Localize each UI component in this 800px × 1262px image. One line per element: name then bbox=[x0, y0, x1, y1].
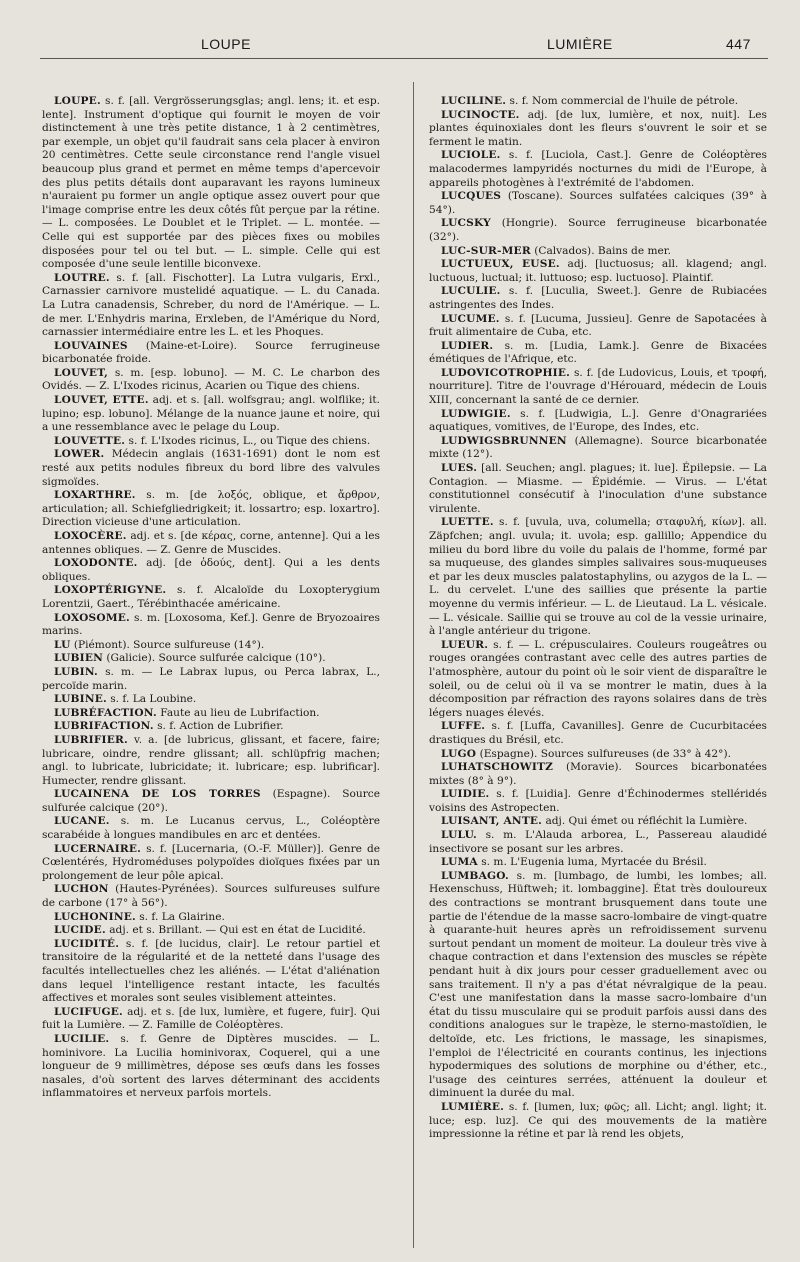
dictionary-entry bbox=[429, 829, 767, 856]
entry-definition: (Allemagne). Source bicarbonatée mixte (12°). bbox=[429, 434, 767, 461]
entry-definition: (Moravie). Sources bicarbonatées mixtes (8° à 9°). bbox=[429, 761, 767, 787]
entry-definition: s. f. [lumen, lux; φῶς; all. Licht; angl. light; it. luce; esp. luz]. Ce qui des mouvements de la matière impressionne la rétine et par là rend les objets, bbox=[429, 1100, 767, 1141]
entry-definition: s. f. [Lucuma, Jussieu]. Genre de Sapotacées à fruit alimentaire de Cuba, etc. bbox=[429, 312, 767, 339]
entry-definition: adj. et s. [de κέρας, corne, antenne]. Qui a les antennes obliques. — Z. Genre de Muscides. bbox=[42, 530, 380, 556]
entry-definition: s. f. [de lucidus, clair]. Le retour partiel et transitoire de la régularité et de la netteté dans l'usage des facultés intellectuelles chez les aliénés. — L'état d'aliénation dans lequel l'intelligence restant intacte, les facultés affectives et morales sont seules visiblement atteintes. bbox=[42, 937, 380, 1005]
dictionary-entry bbox=[42, 1006, 380, 1033]
dictionary-entry bbox=[42, 557, 380, 584]
dictionary-entry bbox=[42, 788, 380, 815]
entry-headword: LUCINOCTE. bbox=[441, 108, 520, 121]
entry-headword: LOXOSOME. bbox=[54, 611, 130, 624]
dictionary-entry bbox=[429, 720, 767, 747]
entry-headword: LUISANT, ANTE. bbox=[441, 815, 543, 828]
dictionary-entry bbox=[42, 693, 380, 707]
entry-headword: LUMBAGO. bbox=[441, 869, 509, 882]
entry-definition: s. f. [Lucernaria, (O.-F. Müller)]. Genre de Cœlentérés, Hydroméduses polypoïdes dioïques fixées par un prolongement de leur pôle apical. bbox=[42, 842, 381, 882]
dictionary-entry bbox=[429, 761, 767, 788]
entry-headword: LUCIDE. bbox=[54, 924, 106, 937]
dictionary-entry bbox=[429, 435, 767, 462]
entry-definition: adj. et s. [all. wolfsgrau; angl. wolflike; it. lupino; esp. lobuno]. Mélange de la nuance jaune et noire, qui a une ressemblance avec le pelage du Loup. bbox=[42, 394, 380, 434]
entry-definition: (Piémont). Source sulfureuse (14°). bbox=[73, 638, 265, 651]
entry-definition: adj. Qui émet ou réfléchit la Lumière. bbox=[545, 815, 748, 828]
dictionary-entry bbox=[42, 666, 380, 693]
entry-definition: adj. [de ὀδούς, dent]. Qui a les dents obliques. bbox=[42, 557, 380, 583]
entry-definition: s. m. [de λοξός, oblique, et ἄρθρον, articulation; all. Schiefgliedrigkeit; it. lossartro; esp. loxartro]. Direction vicieuse d'une articulation. bbox=[42, 489, 380, 529]
entry-definition: s. f. [Luffa, Cavanilles]. Genre de Cucurbitacées drastiques du Brésil, etc. bbox=[429, 720, 767, 746]
entry-definition: (Calvados). Bains de mer. bbox=[534, 244, 672, 257]
dictionary-entry bbox=[429, 245, 767, 259]
dictionary-entry bbox=[42, 448, 380, 489]
entry-definition: s. f. [Luidia]. Genre d'Échinodermes stelléridés voisins des Astropecten. bbox=[429, 788, 767, 814]
entry-headword: LUEUR. bbox=[441, 638, 489, 651]
entry-definition: s. f. [uvula, uva, columella; σταφυλή, κίων]. all. Zäpfchen; angl. uvula; it. uvola; esp. gallillo; Appendice du milieu du bord libre du voile du palais de l'homme, formé par sa muqueuse, des glandes simples salivaires sous-muqueuses et par les deux muscles palatostaphylins, ou azygos de la L. — L. du cervelet. L'une des saillies que présente la partie moyenne du vermis inférieur. — L. de Lieutaud. La L. vésicale. — L. vésicale. Saillie qui se trouve au col de la vessie urinaire, à l'angle antérieur du trigone. bbox=[429, 516, 767, 638]
entry-definition: s. f. [all. Vergrösserungsglas; angl. lens; it. et esp. lente]. Instrument d'optique qui fournit le moyen de voir distinctement à une très petite distance, 1 à 2 centimètres, par exemple, un objet qu'il faudrait sans cela placer à environ 20 centimètres. Cette seule circonstance rend l'angle visuel beaucoup plus grand et permet en même temps d'apercevoir des plus petits détails dont auparavant les rayons lumineux n'auraient pu former un angle optique assez ouvert pour que l'image comprise entre les deux côtés fût perçue par la rétine. — L. composées. Le Doublet et le Triplet. — L. montée. — Celle qui est supportée par des pièces fixes ou mobiles disposées pour tel ou tel but. — L. simple. Celle qui est composée d'une seule lentille biconvexe. bbox=[42, 95, 380, 271]
dictionary-entry bbox=[42, 530, 380, 557]
dictionary-entry bbox=[42, 340, 380, 367]
page-number: 447 bbox=[726, 36, 751, 52]
dictionary-entry bbox=[429, 408, 767, 435]
dictionary-entry bbox=[429, 190, 767, 217]
entry-definition: (Maine-et-Loire). Source ferrugineuse bicarbonatée froide. bbox=[42, 339, 380, 366]
entry-headword: LUBRIFACTION. bbox=[54, 720, 154, 733]
dictionary-entry bbox=[42, 734, 380, 788]
entry-headword: LUCANE. bbox=[54, 815, 110, 828]
dictionary-entry bbox=[42, 639, 380, 653]
entry-definition: s. f. [Luciola, Cast.]. Genre de Coléoptères malacodermes lampyridés nocturnes du midi de l'Europe, à appareils photogènes à l'extrémité de l'abdomen. bbox=[429, 149, 767, 189]
entry-definition: adj. [de lux, lumière, et nox, nuit]. Les plantes équinoxiales dont les fleurs s'ouvrent le soir et se ferment le matin. bbox=[429, 108, 767, 148]
entry-headword: LUCILIE. bbox=[54, 1032, 110, 1045]
entry-headword: LUGO bbox=[441, 747, 477, 760]
entry-definition: s. f. — L. crépusculaires. Couleurs rougeâtres ou rouges orangées contrastant avec celle des autres parties de l'atmosphère, autour du point où le soir vient de disparaître le soleil, ou de celui où il va se montrer le matin, dues à la décomposition par réfraction des rayons solaires dans de très légers nuages élevés. bbox=[429, 638, 767, 719]
entry-headword: LOXOPTÉRIGYNE. bbox=[54, 584, 167, 597]
entry-definition: s. m. — Le Labrax lupus, ou Perca labrax, L., percoïde marin. bbox=[42, 665, 380, 692]
entry-headword: LUCIOLE. bbox=[441, 149, 501, 162]
entry-headword: LUDIER. bbox=[441, 339, 494, 352]
dictionary-entry bbox=[42, 1033, 380, 1101]
entry-headword: LUCILINE. bbox=[441, 95, 507, 107]
dictionary-entry bbox=[429, 1101, 767, 1142]
dictionary-entry bbox=[42, 584, 380, 611]
entry-headword: LUBIEN bbox=[54, 652, 103, 665]
entry-headword: LUCERNAIRE. bbox=[54, 842, 142, 855]
entry-definition: (Hongrie). Source ferrugineuse bicarbonatée (32°). bbox=[429, 217, 767, 243]
dictionary-entry bbox=[429, 149, 767, 190]
entry-definition: s. f. [Ludwigia, L.]. Genre d'Onagrariées aquatiques, vomitives, de l'Europe, des Indes, etc. bbox=[429, 407, 767, 434]
dictionary-entry bbox=[42, 394, 380, 435]
entry-definition: s. m. [Ludia, Lamk.]. Genre de Bixacées émétiques de l'Afrique, etc. bbox=[429, 339, 767, 366]
entry-headword: LOXODONTE. bbox=[54, 557, 138, 570]
entry-headword: LOUVETTE. bbox=[54, 434, 126, 447]
dictionary-entry bbox=[429, 109, 767, 150]
entry-headword: LUCUME. bbox=[441, 312, 500, 325]
entry-headword: LUDWIGIE. bbox=[441, 407, 511, 420]
entry-definition: s. f. Alcaloïde du Loxopterygium Lorentzii, Gaert., Térébinthacée américaine. bbox=[42, 584, 380, 610]
dictionary-entry bbox=[429, 870, 767, 1101]
entry-definition: adj. et s. Brillant. — Qui est en état de Lucidité. bbox=[109, 924, 366, 937]
dictionary-entry bbox=[429, 285, 767, 312]
dictionary-entry bbox=[429, 95, 767, 109]
entry-definition: s. m. Le Lucanus cervus, L., Coléoptère scarabéide à longues mandibules en arc et dentées. bbox=[42, 815, 380, 842]
entry-definition: s. m. L'Alauda arborea, L., Passereau alaudidé insectivore se posant sur les arbres. bbox=[429, 829, 767, 855]
entry-headword: LUIDIE. bbox=[441, 788, 490, 801]
column-divider bbox=[413, 82, 414, 1248]
entry-headword: LOWER. bbox=[54, 448, 105, 461]
dictionary-entry bbox=[42, 489, 380, 530]
right-column bbox=[429, 95, 767, 1142]
entry-headword: LUBINE. bbox=[54, 693, 107, 706]
dictionary-entry bbox=[42, 883, 380, 910]
dictionary-entry bbox=[429, 217, 767, 244]
dictionary-entry bbox=[429, 258, 767, 285]
dictionary-entry bbox=[42, 272, 380, 340]
entry-headword: LUCHON bbox=[54, 883, 109, 896]
dictionary-entry bbox=[42, 435, 380, 449]
entry-definition: s. m. [Loxosoma, Kef.]. Genre de Bryozoaires marins. bbox=[42, 611, 380, 638]
header-rule bbox=[40, 58, 768, 59]
entry-headword: LOUTRE. bbox=[54, 271, 110, 284]
entry-definition: s. f. Genre de Diptères muscides. — L. hominivore. La Lucilia hominivorax, Coquerel, qui a une longueur de 9 millimètres, dépose ses œufs dans les fosses nasales, d'où sortent des larves déterminant des accidents inflammatoires et nerveux parfois mortels. bbox=[42, 1032, 380, 1100]
entry-headword: LUCQUES bbox=[441, 190, 502, 203]
entry-definition: s. m. [esp. lobuno]. — M. C. Le charbon des Ovidés. — Z. L'Ixodes ricinus, Acarien ou Tique des chiens. bbox=[42, 366, 380, 393]
running-head-left: LOUPE bbox=[201, 36, 251, 52]
entry-definition: (Toscane). Sources sulfatées calciques (39° à 54°). bbox=[429, 190, 767, 216]
entry-headword: LUES. bbox=[441, 462, 478, 475]
entry-definition: s. f. [Luculia, Sweet.]. Genre de Rubiacées astringentes des Indes. bbox=[429, 285, 767, 311]
dictionary-entry bbox=[429, 340, 767, 367]
dictionary-entry bbox=[429, 788, 767, 815]
entry-definition: s. f. L'Ixodes ricinus, L., ou Tique des chiens. bbox=[128, 434, 371, 447]
entry-headword: LUC-SUR-MER bbox=[441, 244, 531, 257]
dictionary-entry bbox=[42, 95, 380, 272]
dictionary-entry bbox=[42, 911, 380, 925]
entry-definition: s. f. Action de Lubrifier. bbox=[157, 720, 284, 733]
entry-headword: LOUVET, ETTE. bbox=[54, 394, 149, 407]
entry-headword: LUDWIGSBRUNNEN bbox=[441, 434, 567, 447]
dictionary-entry bbox=[42, 367, 380, 394]
dictionary-entry bbox=[429, 639, 767, 721]
entry-definition: v. a. [de lubricus, glissant, et facere, faire; lubricare, oindre, rendre glissant; all. schlüpfrig machen; angl. to lubricate, lubricidate; it. lubricare; esp. lubrificar]. Humecter, rendre glissant. bbox=[42, 733, 380, 787]
dictionary-entry bbox=[42, 652, 380, 666]
dictionary-entry bbox=[42, 938, 380, 1006]
dictionary-entry bbox=[42, 612, 380, 639]
dictionary-entry bbox=[429, 462, 767, 516]
entry-headword: LUCULIE. bbox=[441, 285, 501, 298]
dictionary-entry bbox=[429, 516, 767, 638]
entry-definition: s. f. La Loubine. bbox=[110, 693, 197, 706]
entry-definition: (Galicie). Source sulfurée calcique (10°). bbox=[106, 652, 326, 665]
dictionary-entry bbox=[429, 367, 767, 408]
dictionary-entry bbox=[42, 815, 380, 842]
entry-definition: (Hautes-Pyrénées). Sources sulfureuses sulfure de carbone (17° à 56°). bbox=[42, 883, 380, 910]
entry-definition: Médecin anglais (1631-1691) dont le nom est resté aux petits nodules fibreux du bord libre des valvules sigmoïdes. bbox=[42, 448, 380, 488]
entry-headword: LUCTUEUX, EUSE. bbox=[441, 258, 560, 271]
entry-definition: (Espagne). Sources sulfureuses (de 33° à 42°). bbox=[479, 747, 731, 760]
entry-definition: s. f. [de Ludovicus, Louis, et τροφή, nourriture]. Titre de l'ouvrage d'Hérouard, médecin de Louis XIII, concernant la santé de ce dernier. bbox=[429, 366, 767, 407]
entry-headword: LUBRIFIER. bbox=[54, 733, 128, 746]
entry-headword: LUMA bbox=[441, 856, 478, 869]
entry-definition: s. m. L'Eugenia luma, Myrtacée du Brésil. bbox=[481, 856, 707, 869]
entry-definition: Faute au lieu de Lubrifaction. bbox=[160, 706, 320, 719]
entry-headword: LUETTE. bbox=[441, 516, 494, 529]
dictionary-entry bbox=[42, 720, 380, 734]
entry-definition: adj. et s. [de lux, lumière, et fugere, fuir]. Qui fuit la Lumière. — Z. Famille de Coléoptères. bbox=[42, 1005, 380, 1032]
entry-headword: LU bbox=[54, 638, 71, 651]
entry-headword: LUCHONINE. bbox=[54, 910, 136, 923]
entry-headword: LUBRÉFACTION. bbox=[54, 706, 157, 719]
dictionary-entry bbox=[42, 924, 380, 938]
entry-definition: s. f. [all. Fischotter]. La Lutra vulgaris, Erxl., Carnassier carnivore mustelidé aquatique. — L. du Canada. La Lutra canadensis, Schreber, du nord de l'Amérique. — L. de mer. L'Enhydris marina, Erxleben, de l'Amérique du Nord, carnassier intermédiaire entre les L. et les Phoques. bbox=[42, 271, 380, 339]
entry-headword: LUHATSCHOWITZ bbox=[441, 761, 554, 774]
entry-definition: (Espagne). Source sulfurée calcique (20°). bbox=[42, 788, 380, 814]
entry-headword: LUCIDITÉ. bbox=[54, 937, 120, 950]
entry-headword: LUMIÈRE. bbox=[441, 1100, 505, 1113]
left-column bbox=[42, 95, 380, 1101]
entry-headword: LUDOVICOTROPHIE. bbox=[441, 366, 570, 379]
entry-headword: LUBIN. bbox=[54, 665, 98, 678]
dictionary-entry bbox=[42, 707, 380, 721]
entry-headword: LOXOCÈRE. bbox=[54, 530, 127, 542]
entry-headword: LUCSKY bbox=[441, 217, 491, 230]
dictionary-entry bbox=[429, 313, 767, 340]
entry-headword: LUCIFUGE. bbox=[54, 1005, 123, 1018]
entry-definition: s. m. [lumbago, de lumbi, les lombes; all. Hexenschuss, Hüftweh; it. lombaggine]. État très douloureux des contractions se montrant brusquement dans toute une partie de l'étendue de la masse sacro-lombaire de vingt-quatre à quarante-huit heures après un refroidissement survenu surtout pendant un moment de moiteur. La douleur très vive à chaque contraction et dans l'extension des muscles se répète pendant huit à dix jours pour cesser graduellement avec ou sans traitement. Il n'y a pas d'état névralgique de la peau. C'est une manifestation dans la masse sacro-lombaire d'un état du tissu musculaire qui se produit parfois aussi dans des conditions analogues sur le trapèze, le sterno-mastoïdien, le deltoïde, etc. Les frictions, le massage, les sinapismes, l'emploi de l'électricité en courants continus, les injections hypodermiques des solutions de morphine ou d'éther, etc., l'usage des ceintures serrées, atténuent la douleur et diminuent la durée du mal. bbox=[429, 869, 767, 1100]
entry-definition: s. f. Nom commercial de l'huile de pétrole. bbox=[509, 95, 739, 107]
entry-definition: s. f. La Glairine. bbox=[139, 910, 225, 923]
entry-headword: LULU. bbox=[441, 829, 477, 842]
entry-headword: LUCAINENA DE LOS TORRES bbox=[54, 788, 261, 801]
dictionary-entry bbox=[429, 856, 767, 870]
entry-definition: adj. [luctuosus; all. klagend; angl. luctuous, luctual; it. luttuoso; esp. luctuoso]. Plaintif. bbox=[429, 258, 767, 284]
dictionary-entry bbox=[429, 748, 767, 762]
entry-headword: LOUVAINES bbox=[54, 339, 128, 352]
entry-definition: [all. Seuchen; angl. plagues; it. lue]. Épilepsie. — La Contagion. — Miasme. — Épidémie. — Virus. — L'état constitutionnel consécutif à l'inoculation d'une substance virulente. bbox=[429, 462, 767, 515]
dictionary-entry bbox=[42, 843, 380, 884]
dictionary-entry bbox=[429, 815, 767, 829]
entry-headword: LOUVET, bbox=[54, 366, 109, 379]
entry-headword: LOXARTHRE. bbox=[54, 489, 136, 502]
entry-headword: LUFFE. bbox=[441, 720, 486, 733]
running-head-right: LUMIÈRE bbox=[547, 36, 613, 52]
entry-headword: LOUPE. bbox=[54, 95, 101, 107]
